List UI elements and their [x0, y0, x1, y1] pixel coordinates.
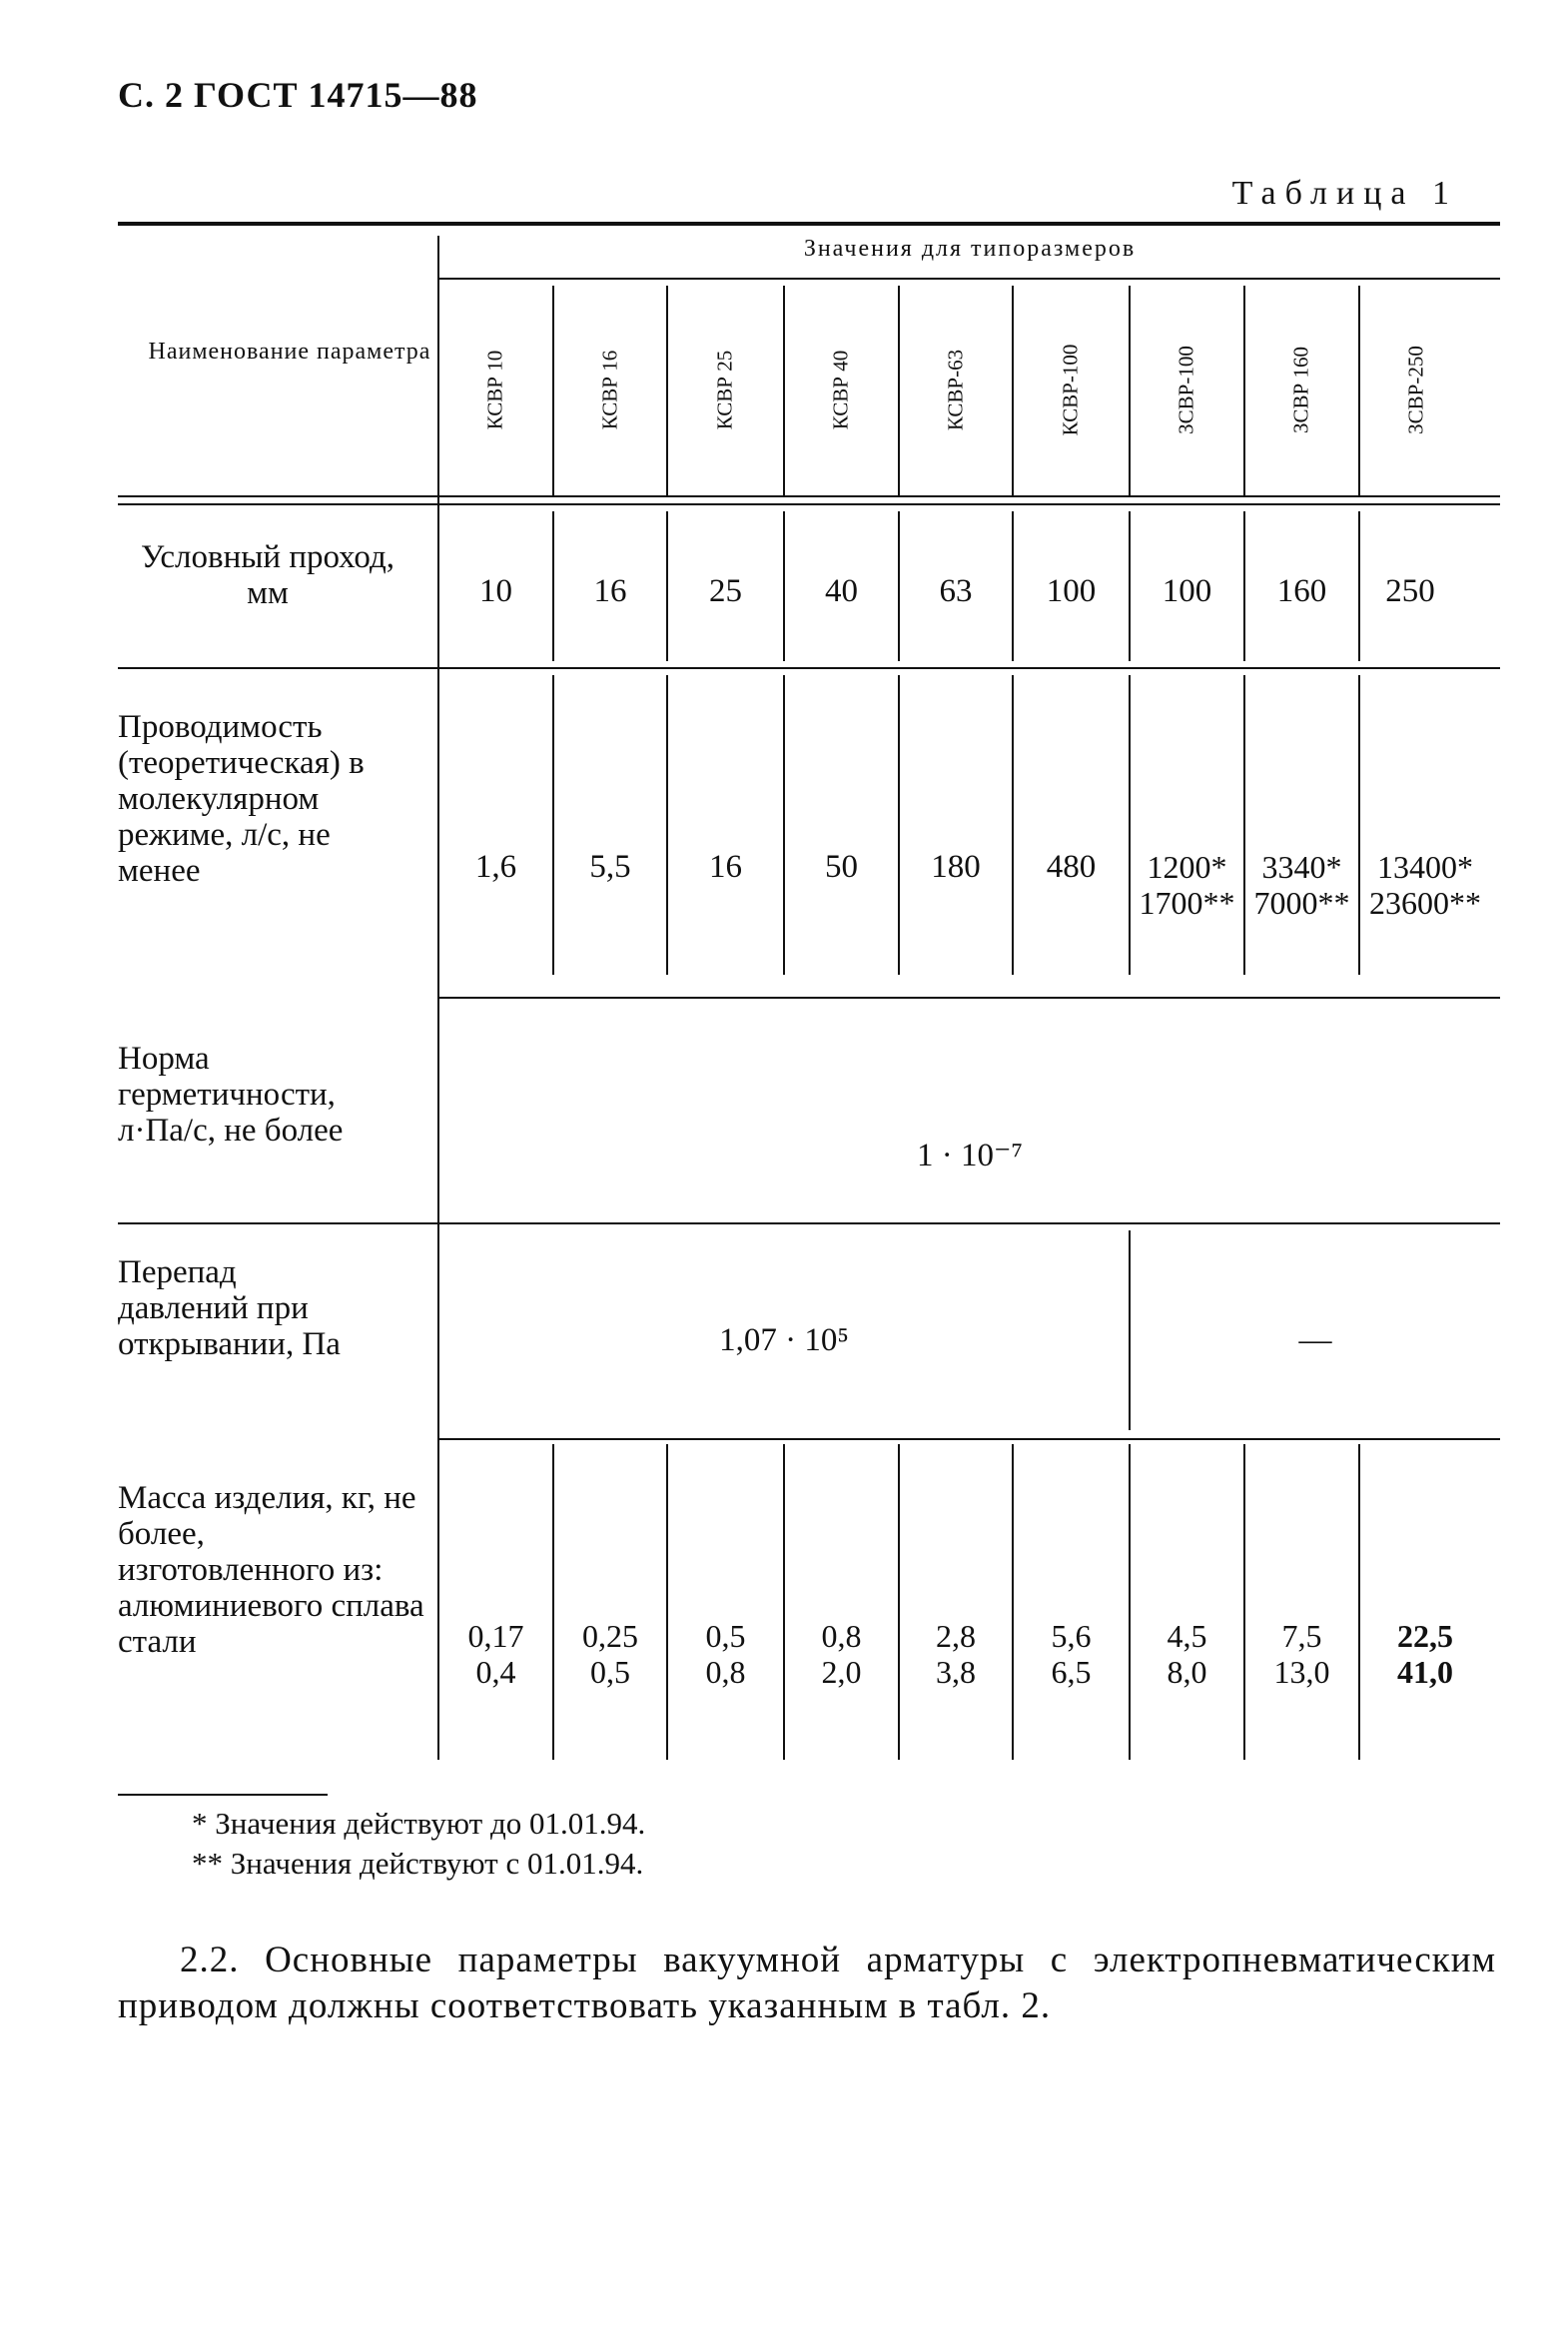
col-divider: [1012, 286, 1014, 495]
cell: 10: [479, 573, 512, 609]
row-rule-1: [118, 667, 1500, 669]
value-aluminium: 0,25: [582, 1618, 638, 1654]
col-divider: [552, 1444, 554, 1760]
col-divider: [1129, 286, 1131, 495]
value-aluminium: 2,8: [936, 1618, 976, 1654]
cell-dual: [1014, 1618, 1129, 1690]
value-steel: 2,0: [821, 1654, 862, 1690]
col-divider: [666, 1444, 668, 1760]
column-header: ЗСВР-250: [1403, 346, 1428, 434]
cell-merged: 1,07 · 10⁵: [719, 1322, 849, 1358]
cell-dual: [439, 1618, 552, 1690]
value-steel: 8,0: [1167, 1654, 1207, 1690]
column-header: ЗСВР-100: [1174, 346, 1198, 434]
cell: 480: [1046, 849, 1097, 885]
cell-dual: [900, 1618, 1012, 1690]
row-rule-2: [439, 997, 1500, 999]
cell-dual: [1360, 849, 1490, 921]
row-name-mass: Масса изделия, кг, не более, изготовленного из: алюминиевого сплава стали: [118, 1480, 424, 1660]
col-divider: [783, 286, 785, 495]
col-divider: [1243, 286, 1245, 495]
col-divider: [1012, 675, 1014, 975]
cell: 160: [1276, 573, 1327, 609]
column-header: КСВР 40: [828, 350, 853, 430]
col-divider: [1243, 675, 1245, 975]
cell: 63: [939, 573, 973, 609]
cell: 50: [825, 849, 858, 885]
row-name-pressure-drop: Перепад давлений при открывании, Па: [118, 1254, 341, 1362]
cell-merged: 1 · 10⁻⁷: [917, 1138, 1023, 1173]
value-steel: 0,8: [705, 1654, 746, 1690]
cell-dual: [1360, 1618, 1490, 1690]
cell-dual: [1131, 849, 1243, 921]
table-top-rule: [118, 222, 1500, 226]
col-divider: [1129, 1444, 1131, 1760]
value-before-1994: 1200*: [1147, 849, 1227, 885]
column-header: КСВР-63: [943, 349, 968, 431]
value-steel: 3,8: [936, 1654, 976, 1690]
value-aluminium: 5,6: [1051, 1618, 1092, 1654]
cell-dual: [785, 1618, 898, 1690]
value-steel: 41,0: [1397, 1654, 1453, 1690]
value-aluminium: 4,5: [1167, 1618, 1207, 1654]
value-aluminium: 0,5: [705, 1618, 746, 1654]
column-header: КСВР 10: [482, 350, 507, 430]
row-name-nominal-bore: Условный проход, мм: [140, 539, 394, 611]
col-divider: [666, 675, 668, 975]
cell-dual: [668, 1618, 783, 1690]
cell: 16: [709, 849, 742, 885]
cell: 100: [1046, 573, 1097, 609]
group-header: Значения для типоразмеров: [803, 236, 1137, 262]
footnote-2: ** Значения действуют с 01.01.94.: [192, 1846, 644, 1881]
cell: 100: [1162, 573, 1212, 609]
cell: 5,5: [589, 849, 631, 885]
column-header: ЗСВР 160: [1288, 347, 1313, 433]
value-aluminium: 7,5: [1281, 1618, 1322, 1654]
value-aluminium: 22,5: [1397, 1618, 1453, 1654]
value-steel: 13,0: [1273, 1654, 1330, 1690]
col-divider: [898, 1444, 900, 1760]
col-divider: [552, 286, 554, 495]
cell: 1,6: [474, 849, 517, 885]
value-before-1994: 13400*: [1377, 849, 1473, 885]
col-divider: [1358, 1444, 1360, 1760]
header-bottom-rule-2: [118, 503, 1500, 505]
row-name-conductance: Проводимость (теоретическая) в молекулярном режиме, л/с, не менее: [118, 709, 365, 889]
col-divider: [1012, 1444, 1014, 1760]
value-after-1994: 7000**: [1253, 885, 1350, 921]
cell-dual: [1245, 849, 1358, 921]
cell: 40: [825, 573, 858, 609]
cell: 180: [931, 849, 981, 885]
cell: 16: [593, 573, 627, 609]
row-name-leak-rate: Норма герметичности, л·Па/с, не более: [118, 1041, 344, 1149]
col-divider: [1129, 675, 1131, 975]
value-aluminium: 0,8: [821, 1618, 862, 1654]
group-header-rule: [439, 278, 1500, 280]
col-divider: [783, 675, 785, 975]
cell: 25: [709, 573, 742, 609]
col-divider: [1358, 675, 1360, 975]
col-divider: [898, 286, 900, 495]
col-divider: [666, 286, 668, 495]
column-header: КСВР 16: [597, 350, 622, 430]
column-header: КСВР-100: [1058, 344, 1083, 436]
cell: 250: [1385, 573, 1435, 609]
page-header: С. 2 ГОСТ 14715—88: [118, 75, 478, 115]
param-column-header: Наименование параметра: [148, 339, 431, 365]
cell-dual: [1131, 1618, 1243, 1690]
row-rule-4: [439, 1438, 1500, 1440]
param-column-divider: [437, 236, 439, 1760]
cell-dual: [1245, 1618, 1358, 1690]
cell-dual: [554, 1618, 666, 1690]
value-steel: 0,4: [475, 1654, 516, 1690]
value-after-1994: 1700**: [1139, 885, 1235, 921]
footnote-rule: [118, 1794, 328, 1796]
section-paragraph: 2.2. Основные параметры вакуумной арматуры с электропневматическим приводом должны соответствовать указанным в табл. 2.: [118, 1940, 1496, 2026]
value-steel: 0,5: [590, 1654, 630, 1690]
value-after-1994: 23600**: [1369, 885, 1481, 921]
value-before-1994: 3340*: [1261, 849, 1342, 885]
cell-merged: —: [1298, 1322, 1332, 1358]
row-rule-3: [118, 1222, 1500, 1224]
footnote-1: * Значения действуют до 01.01.94.: [192, 1806, 646, 1841]
header-bottom-rule: [118, 495, 1500, 497]
col-divider: [1358, 286, 1360, 495]
table-caption: Таблица 1: [1231, 175, 1458, 212]
value-steel: 6,5: [1051, 1654, 1092, 1690]
col-divider: [552, 675, 554, 975]
col-divider: [783, 1444, 785, 1760]
col-divider: [1243, 1444, 1245, 1760]
col-divider: [898, 675, 900, 975]
value-aluminium: 0,17: [467, 1618, 524, 1654]
column-header: КСВР 25: [712, 350, 737, 430]
